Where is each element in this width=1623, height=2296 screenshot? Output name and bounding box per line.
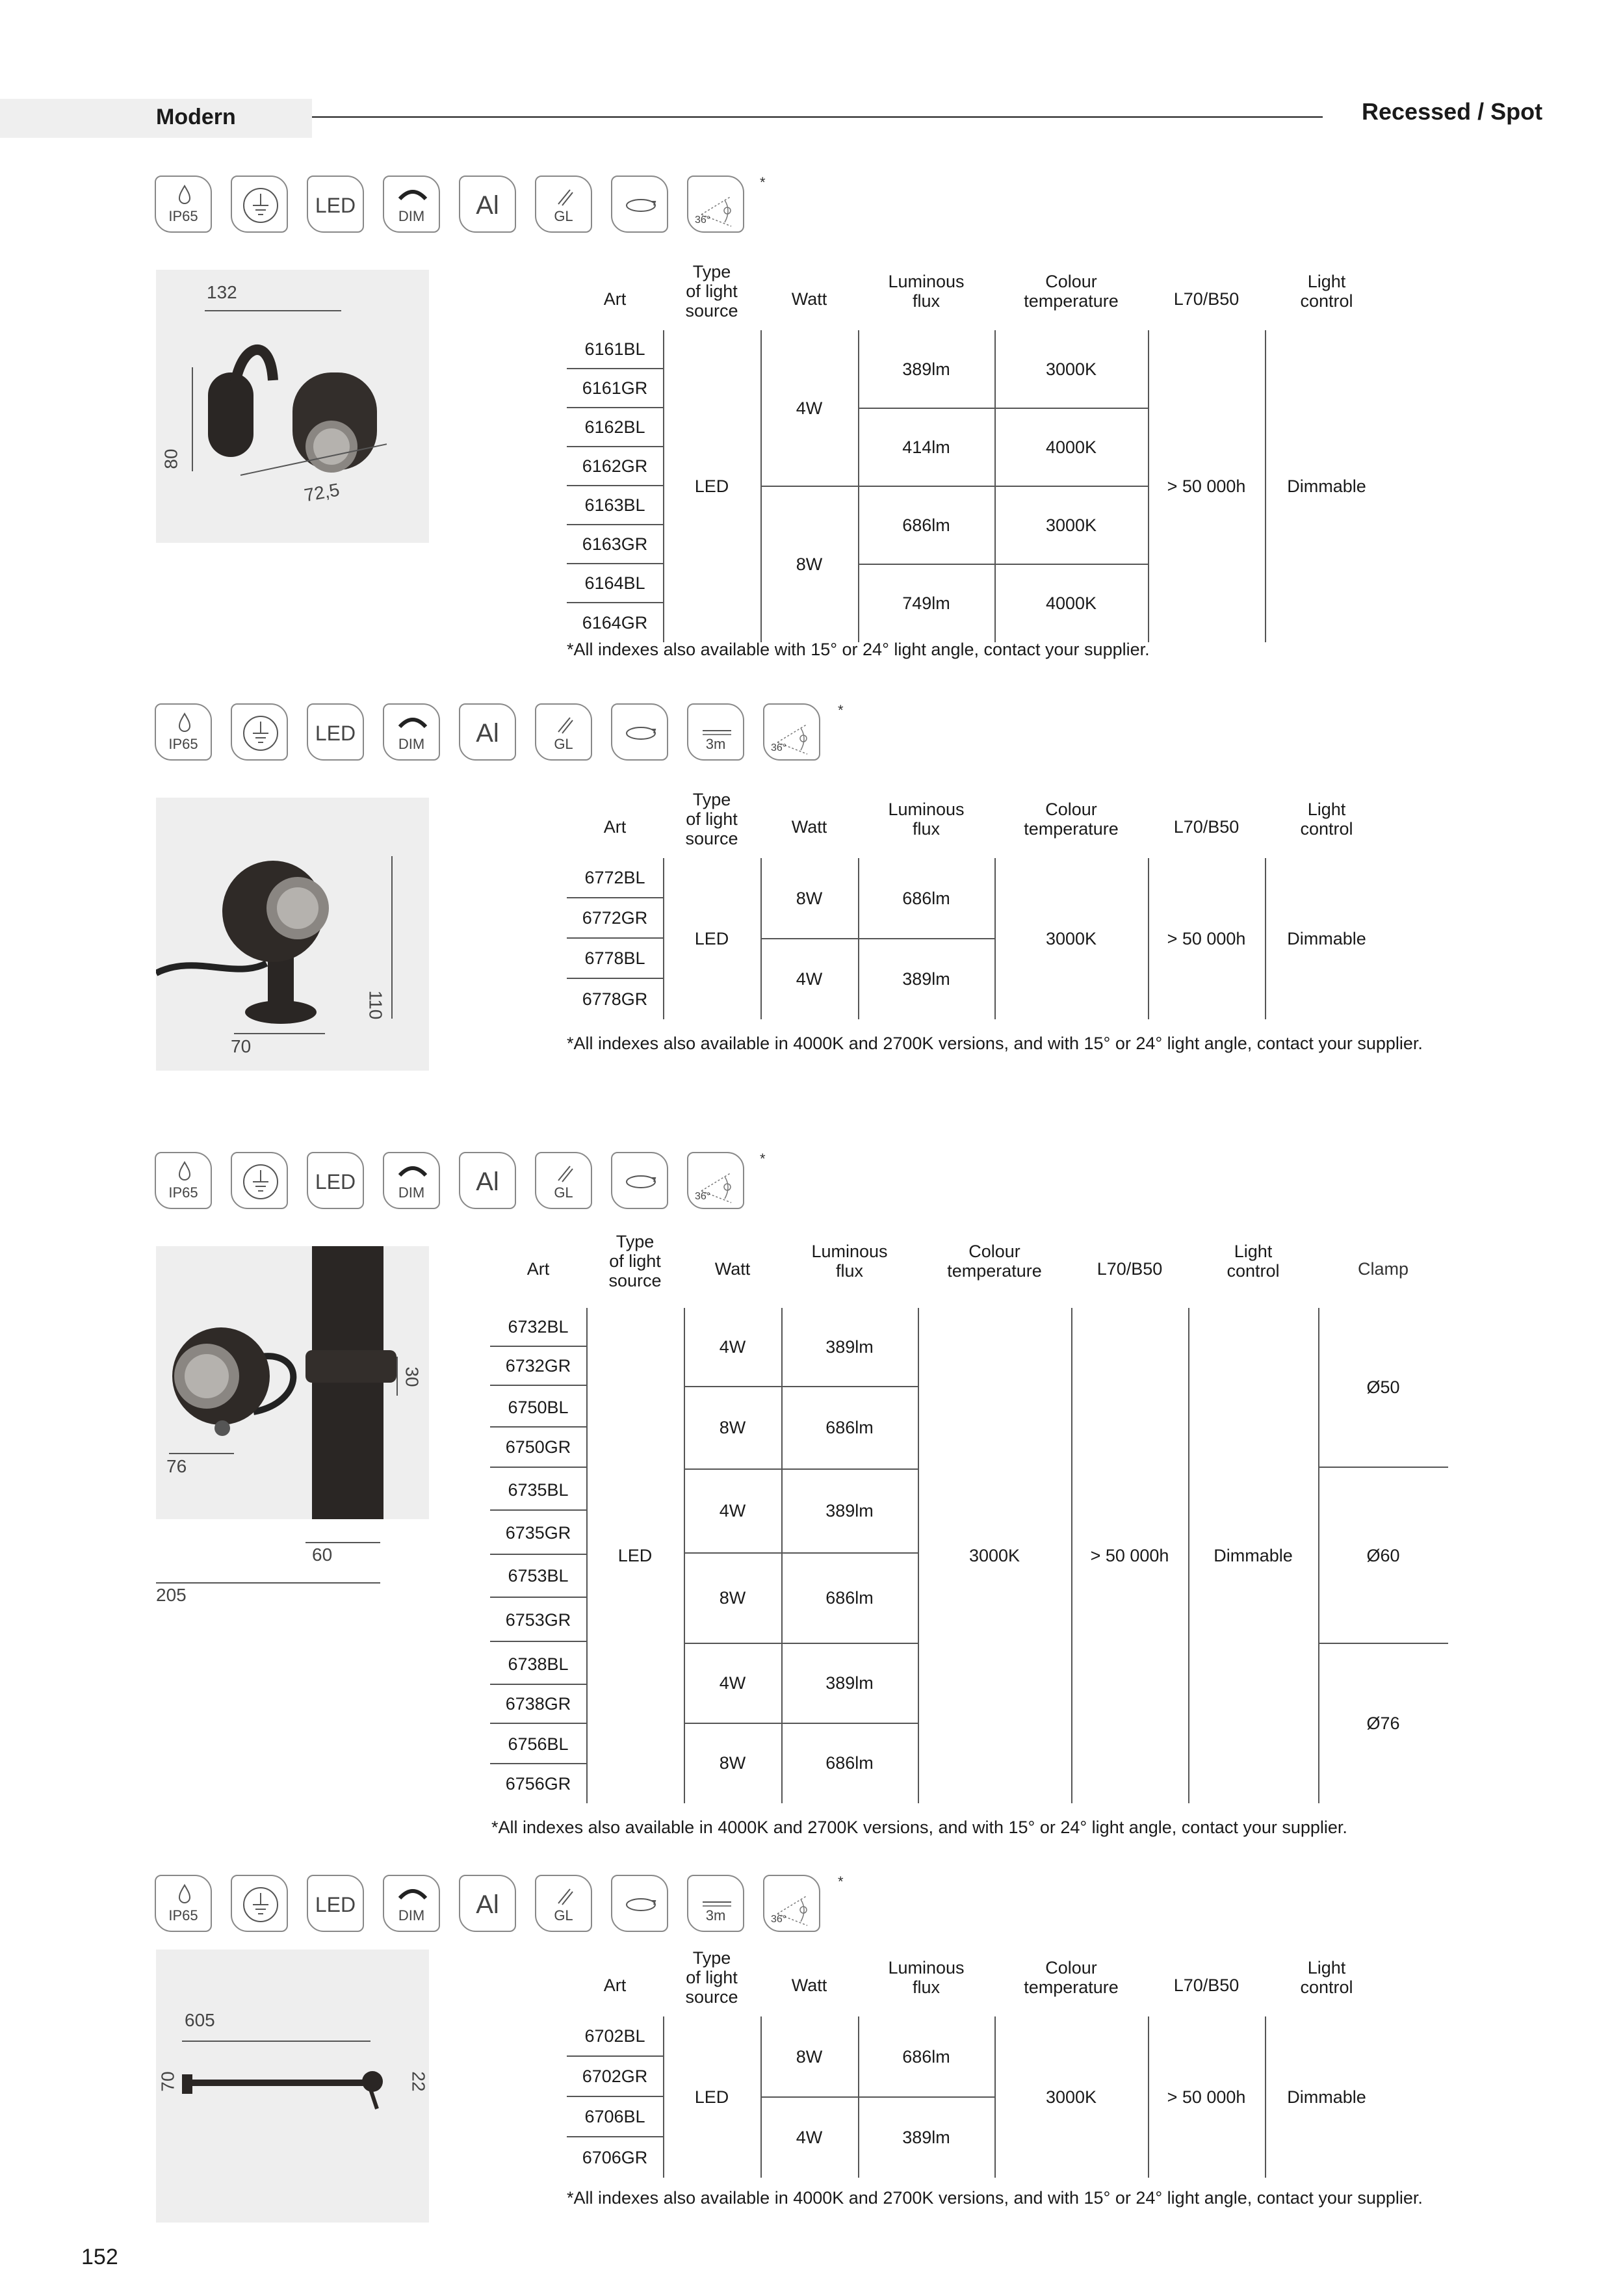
l70-cell: > 50 000h — [1167, 2087, 1246, 2107]
watt-cell: 8W — [719, 1417, 746, 1437]
table-row-art: 6706BL — [567, 2097, 663, 2137]
dimension-line — [234, 1033, 325, 1034]
dimmable-icon: DIM — [383, 703, 440, 761]
col-header-art: Art — [603, 1976, 627, 1995]
col-header-watt: Watt — [791, 1976, 827, 1995]
clamp-cell: Ø60 — [1366, 1545, 1400, 1565]
col-header-art: Art — [603, 817, 627, 837]
col-header-watt: Watt — [791, 817, 827, 837]
dimension-length: 605 — [185, 2010, 215, 2030]
flux-cell: 686lm — [825, 1753, 874, 1773]
table-row-art: 6753GR — [490, 1599, 586, 1642]
col-header-flux: Luminous flux — [811, 1242, 888, 1281]
col-header-l70: L70/B50 — [1173, 1976, 1240, 1995]
watt-cell: 8W — [796, 554, 823, 574]
table-row-art: 6162BL — [567, 408, 663, 447]
table-row-art: 6738GR — [490, 1685, 586, 1724]
colour-cell: 3000K — [1045, 928, 1097, 948]
dimension-height: 110 — [365, 990, 386, 1020]
col-header-l70: L70/B50 — [1173, 817, 1240, 837]
col-header-art: Art — [526, 1259, 550, 1279]
ground-class-icon — [231, 1875, 288, 1932]
ip-rating-icon: IP65 — [155, 176, 212, 233]
section-title: Modern — [156, 105, 236, 129]
ground-class-icon — [231, 703, 288, 761]
aluminium-icon: Al — [459, 703, 516, 761]
feature-icons-1 — [155, 176, 744, 233]
control-cell: Dimmable — [1287, 928, 1366, 948]
ip-rating-icon: IP65 — [155, 1875, 212, 1932]
flux-cell: 389lm — [902, 969, 950, 989]
dimension-a: 30 — [402, 1366, 422, 1387]
col-header-l70: L70/B50 — [1097, 1259, 1163, 1279]
type-cell: LED — [694, 2087, 729, 2107]
product-image-2 — [156, 798, 429, 1071]
colour-cell: 4000K — [1045, 593, 1097, 613]
col-header-type: Type of light source — [685, 262, 738, 320]
led-icon: LED — [307, 703, 364, 761]
watt-cell: 8W — [719, 1753, 746, 1773]
dimension-line — [192, 367, 193, 471]
table-note: *All indexes also available in 4000K and 2700K versions, and with 15° or 24° light angle, contact your supplier. — [491, 1818, 1347, 1837]
col-header-flux: Luminous flux — [888, 800, 965, 839]
rotation-icon — [611, 176, 668, 233]
table-note: *All indexes also available in 4000K and 2700K versions, and with 15° or 24° light angle, contact your supplier. — [567, 2188, 1423, 2208]
flux-cell: 686lm — [825, 1417, 874, 1437]
dimension-height: 80 — [161, 449, 181, 469]
rotation-icon — [611, 1875, 668, 1932]
table-row-art: 6161BL — [567, 330, 663, 369]
product-image-1 — [156, 270, 429, 543]
table-row-art: 6732GR — [490, 1347, 586, 1386]
table-note: *All indexes also available with 15° or 24° light angle, contact your supplier. — [567, 640, 1150, 659]
dimension-line — [305, 1542, 380, 1543]
col-header-control: Light control — [1300, 272, 1353, 311]
type-cell: LED — [694, 928, 729, 948]
cable-length-icon: 3m — [687, 1875, 744, 1932]
rotation-icon — [611, 1152, 668, 1209]
col-header-clamp: Clamp — [1357, 1259, 1409, 1279]
beam-angle-icon: 36° — [687, 176, 744, 233]
watt-cell: 4W — [719, 1337, 746, 1357]
asterisk: * — [760, 174, 766, 190]
col-header-type: Type of light source — [685, 790, 738, 848]
feature-icons-2 — [155, 703, 820, 761]
clamp-cell: Ø50 — [1366, 1377, 1400, 1397]
category-title: Recessed / Spot — [1362, 98, 1543, 125]
aluminium-icon: Al — [459, 1875, 516, 1932]
table-row-art: 6161GR — [567, 369, 663, 408]
rotation-icon — [611, 703, 668, 761]
col-header-flux: Luminous flux — [888, 1958, 965, 1997]
dimension-h2: 22 — [408, 2071, 429, 2092]
beam-angle-icon: 36° — [763, 703, 820, 761]
dimension-width: 70 — [231, 1036, 252, 1056]
ground-class-icon — [231, 1152, 288, 1209]
flux-cell: 749lm — [902, 593, 950, 613]
table-row-art: 6163BL — [567, 486, 663, 525]
type-cell: LED — [694, 476, 729, 496]
table-row-art: 6738BL — [490, 1645, 586, 1685]
dimension-line — [169, 1453, 234, 1454]
dimmable-icon: DIM — [383, 176, 440, 233]
beam-angle-icon: 36° — [763, 1875, 820, 1932]
table-row-art: 6164GR — [582, 612, 648, 633]
flux-cell: 686lm — [825, 1587, 874, 1608]
dimension-depth: 72,5 — [302, 479, 341, 506]
watt-cell: 4W — [719, 1673, 746, 1693]
col-header-control: Light control — [1227, 1242, 1280, 1281]
glass-icon: GL — [535, 176, 592, 233]
flux-cell: 389lm — [825, 1673, 874, 1693]
flux-cell: 389lm — [902, 2127, 950, 2147]
col-header-control: Light control — [1300, 800, 1353, 839]
watt-cell: 8W — [719, 1587, 746, 1608]
col-header-watt: Watt — [714, 1259, 751, 1279]
table-row-art: 6750BL — [490, 1389, 586, 1428]
table-row-art: 6702BL — [567, 2016, 663, 2057]
colour-cell: 3000K — [968, 1545, 1020, 1565]
asterisk: * — [838, 702, 844, 718]
colour-cell: 3000K — [1045, 515, 1097, 535]
aluminium-icon: Al — [459, 1152, 516, 1209]
colour-cell: 3000K — [1045, 359, 1097, 379]
col-header-watt: Watt — [791, 289, 827, 309]
col-header-type: Type of light source — [608, 1232, 662, 1290]
colour-cell: 3000K — [1045, 2087, 1097, 2107]
control-cell: Dimmable — [1214, 1545, 1293, 1565]
glass-icon: GL — [535, 1152, 592, 1209]
asterisk: * — [838, 1873, 844, 1890]
asterisk: * — [760, 1151, 766, 1167]
col-header-control: Light control — [1300, 1958, 1353, 1997]
table-row-art: 6778BL — [567, 939, 663, 979]
table-row-art: 6702GR — [567, 2057, 663, 2097]
watt-cell: 8W — [796, 888, 823, 908]
glass-icon: GL — [535, 703, 592, 761]
table-row-art: 6756BL — [490, 1725, 586, 1764]
cable-length-icon: 3m — [687, 703, 744, 761]
dimension-width: 132 — [207, 282, 237, 302]
header-rule — [312, 116, 1323, 118]
table-row-art: 6753BL — [490, 1555, 586, 1598]
watt-cell: 4W — [796, 969, 823, 989]
col-header-colour: Colour temperature — [1024, 1958, 1119, 1997]
flux-cell: 686lm — [902, 515, 950, 535]
flux-cell: 389lm — [825, 1337, 874, 1357]
col-header-colour: Colour temperature — [1024, 800, 1119, 839]
dimmable-icon: DIM — [383, 1875, 440, 1932]
col-header-l70: L70/B50 — [1173, 289, 1240, 309]
table-row-art: 6732BL — [490, 1308, 586, 1347]
watt-cell: 4W — [796, 2127, 823, 2147]
dimension-line — [396, 1357, 398, 1396]
watt-cell: 8W — [796, 2046, 823, 2067]
col-header-colour: Colour temperature — [1024, 272, 1119, 311]
dimension-b: 76 — [166, 1456, 187, 1476]
led-icon: LED — [307, 1152, 364, 1209]
clamp-cell: Ø76 — [1366, 1714, 1400, 1733]
table-row-art: 6706GR — [582, 2147, 648, 2167]
table-row-art: 6778GR — [582, 989, 648, 1009]
table-row-art: 6750GR — [490, 1428, 586, 1468]
flux-cell: 389lm — [825, 1500, 874, 1520]
table-row-art: 6735GR — [490, 1512, 586, 1555]
l70-cell: > 50 000h — [1167, 928, 1246, 948]
flux-cell: 686lm — [902, 888, 950, 908]
dimension-d: 205 — [156, 1585, 187, 1605]
table-row-art: 6772BL — [567, 858, 663, 898]
l70-cell: > 50 000h — [1090, 1545, 1169, 1565]
control-cell: Dimmable — [1287, 2087, 1366, 2107]
led-icon: LED — [307, 176, 364, 233]
table-row-art: 6164BL — [567, 564, 663, 603]
col-header-art: Art — [603, 289, 627, 309]
table-row-art: 6772GR — [567, 898, 663, 939]
dimension-line — [391, 856, 393, 1019]
watt-cell: 4W — [796, 398, 823, 418]
led-icon: LED — [307, 1875, 364, 1932]
type-cell: LED — [617, 1545, 653, 1565]
colour-cell: 4000K — [1045, 437, 1097, 457]
dimension-line — [156, 1582, 380, 1584]
glass-icon: GL — [535, 1875, 592, 1932]
feature-icons-3 — [155, 1152, 744, 1209]
table-row-art: 6162GR — [567, 447, 663, 486]
product-image-4 — [156, 1950, 429, 2223]
aluminium-icon: Al — [459, 176, 516, 233]
col-header-colour: Colour temperature — [947, 1242, 1042, 1281]
ip-rating-icon: IP65 — [155, 1152, 212, 1209]
l70-cell: > 50 000h — [1167, 476, 1246, 496]
dimension-line — [205, 310, 341, 311]
control-cell: Dimmable — [1287, 476, 1366, 496]
dimension-line — [182, 2041, 370, 2042]
product-image-3 — [156, 1246, 429, 1519]
table-note: *All indexes also available in 4000K and 2700K versions, and with 15° or 24° light angle, contact your supplier. — [567, 1034, 1423, 1053]
flux-cell: 414lm — [902, 437, 950, 457]
ground-class-icon — [231, 176, 288, 233]
dimension-c: 60 — [312, 1545, 333, 1565]
dimmable-icon: DIM — [383, 1152, 440, 1209]
table-row-art: 6163GR — [567, 525, 663, 564]
page-number: 152 — [81, 2245, 118, 2269]
flux-cell: 686lm — [902, 2046, 950, 2067]
dimension-h1: 70 — [157, 2071, 178, 2092]
table-row-art: 6756GR — [505, 1773, 571, 1794]
table-row-art: 6735BL — [490, 1470, 586, 1511]
ip-rating-icon: IP65 — [155, 703, 212, 761]
watt-cell: 4W — [719, 1500, 746, 1520]
col-header-type: Type of light source — [685, 1948, 738, 2007]
col-header-flux: Luminous flux — [888, 272, 965, 311]
beam-angle-icon: 36° — [687, 1152, 744, 1209]
flux-cell: 389lm — [902, 359, 950, 379]
feature-icons-4 — [155, 1875, 820, 1932]
